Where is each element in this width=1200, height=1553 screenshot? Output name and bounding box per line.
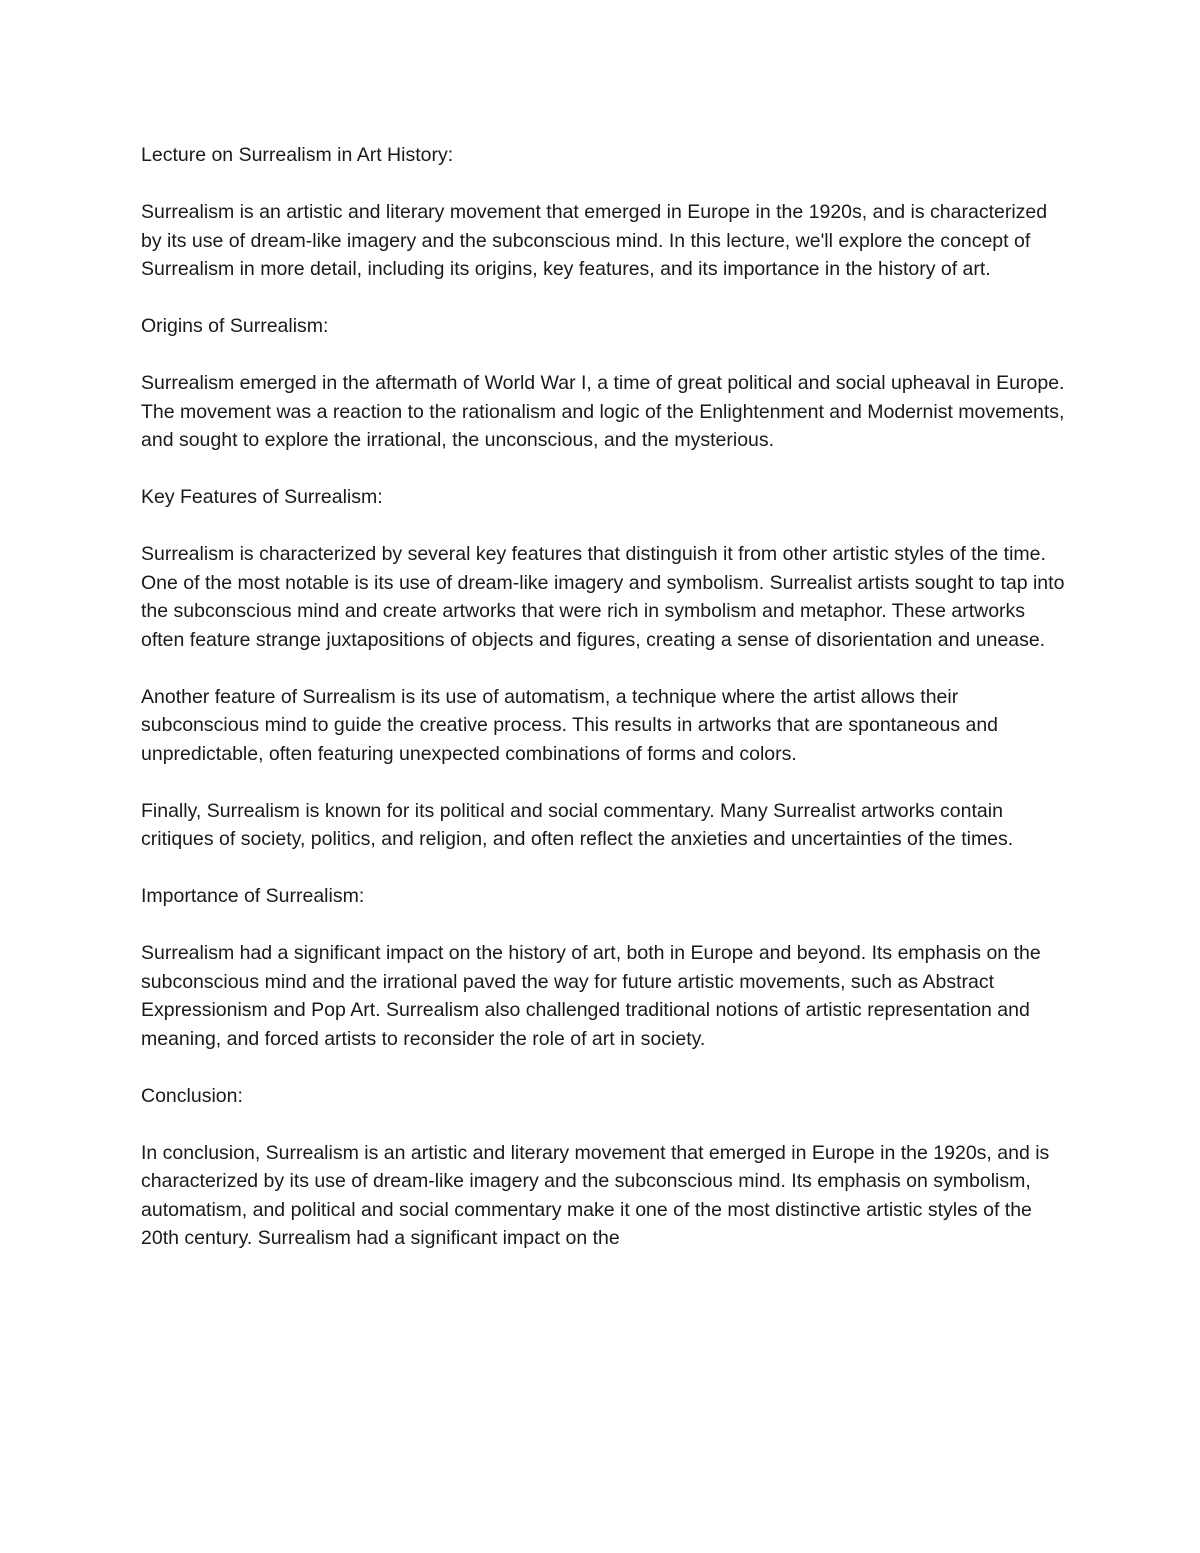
features-paragraph-1: Surrealism is characterized by several key features that distinguish it from other artistic styles of the time. One of the most notable is its use of dream-like imagery and symbolism. Surrealist artists sought to tap into the subconscious mind and create artworks that were rich in symbolism and metaphor. These artworks often feature strange juxtapositions of objects and figures, creating a sense of disorientation and unease.: [141, 543, 1065, 651]
features-heading: Key Features of Surrealism:: [141, 486, 383, 508]
origins-heading: Origins of Surrealism:: [141, 315, 329, 337]
conclusion-paragraph: In conclusion, Surrealism is an artistic and literary movement that emerged in Europe in the 1920s, and is characterized by its use of dream-like imagery and the subconscious mind. Its emphasis on symbolism, automatism, and political and social commentary make it one of the most distinctive artistic styles of the 20th century. Surrealism had a significant impact on the: [141, 1141, 1050, 1249]
importance-heading: Importance of Surrealism:: [141, 885, 365, 907]
document-page: [141, 141, 1066, 1281]
origins-paragraph: Surrealism emerged in the aftermath of World War I, a time of great political and social upheaval in Europe. The movement was a reaction to the rationalism and logic of the Enlightenment and Modernist movements, and sought to explore the irrational, the unconscious, and the mysterious.: [141, 372, 1065, 451]
importance-paragraph: Surrealism had a significant impact on the history of art, both in Europe and beyond. Its emphasis on the subconscious mind and the irrational paved the way for future artistic movements, such as Abstract Expressionism and Pop Art. Surrealism also challenged traditional notions of artistic representation and meaning, and forced artists to reconsider the role of art in society.: [141, 942, 1041, 1050]
intro-paragraph: Surrealism is an artistic and literary movement that emerged in Europe in the 1920s, and is characterized by its use of dream-like imagery and the subconscious mind. In this lecture, we'll explore the concept of Surrealism in more detail, including its origins, key features, and its importance in the history of art.: [141, 201, 1048, 280]
document-title: Lecture on Surrealism in Art History:: [141, 144, 454, 166]
conclusion-heading: Conclusion:: [141, 1084, 243, 1107]
features-paragraph-3: Finally, Surrealism is known for its political and social commentary. Many Surrealist artworks contain critiques of society, politics, and religion, and often reflect the anxieties and uncertainties of the times.: [141, 799, 1014, 850]
features-paragraph-2: Another feature of Surrealism is its use of automatism, a technique where the artist allows their subconscious mind to guide the creative process. This results in artworks that are spontaneous and unpredictable, often featuring unexpected combinations of forms and colors.: [141, 685, 999, 765]
